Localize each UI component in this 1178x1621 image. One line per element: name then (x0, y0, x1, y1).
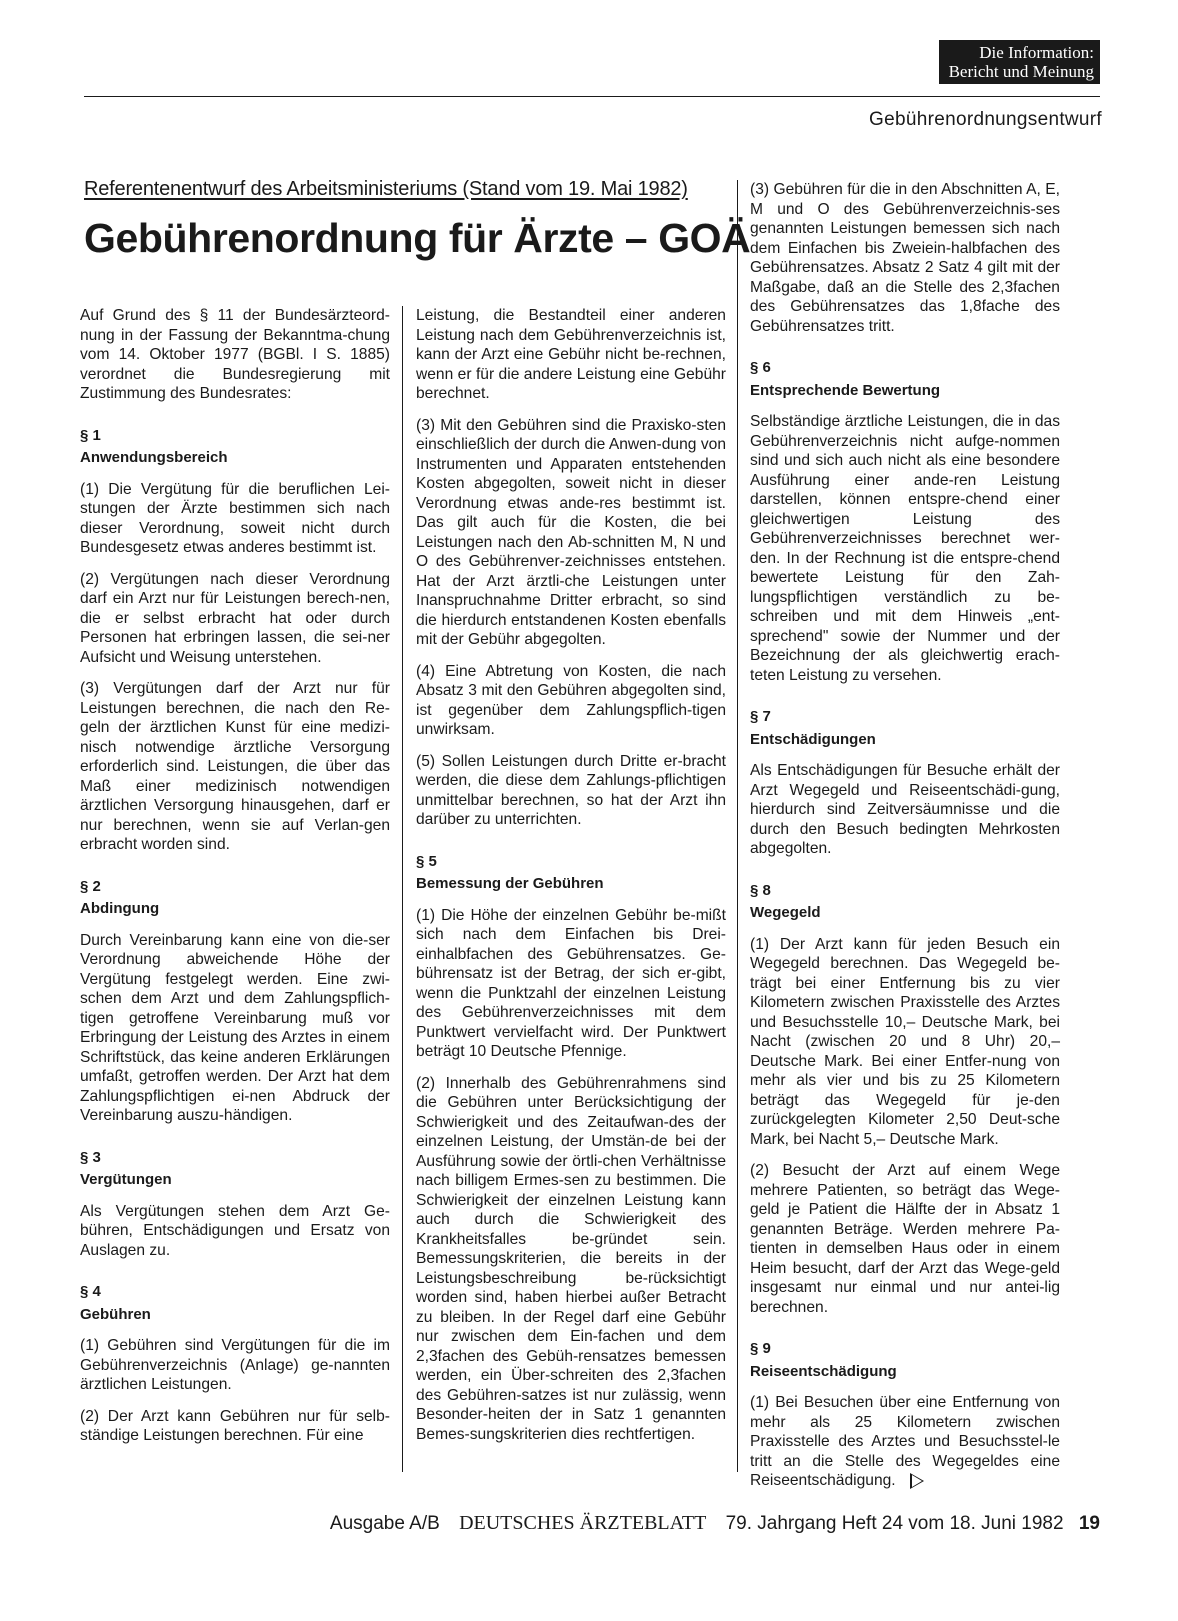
paragraph: Durch Vereinbarung kann eine von die-ser Verordnung abweichende Höhe der Vergütung festgelegt werden. Eine zwi-schen dem Arzt und dem Zahlungspflich-tigen getroffene Vereinbarung muß vor Erbringung der Leistung des Arztes in einem Schriftstück, das keine anderen Erklärungen umfaßt, getroffen werden. Der Arzt hat dem Zahlungspflichtigen ei-nen Abdruck der Vereinbarung auszu-händigen. (80, 931, 390, 1124)
department-badge (939, 40, 1100, 84)
section-title: Entschädigungen (750, 730, 876, 748)
paragraph: Leistung, die Bestandteil einer anderen Leistung nach dem Gebührenverzeichnis ist, kann der Arzt eine Gebühr nicht be-rechnen, wenn er für die andere Leistung eine Gebühr berechnet. (416, 307, 726, 402)
section-title: Gebühren (80, 1305, 151, 1323)
paragraph: (1) Die Vergütung für die beruflichen Lei-stungen der Ärzte bestimmen sich nach dieser Verordnung, soweit nicht durch Bundesgesetz etwas anderes bestimmt ist. (80, 480, 390, 556)
section-title: Vergütungen (80, 1171, 172, 1188)
section-number: § 2 (80, 877, 101, 895)
journal-name: DEUTSCHES ÄRZTEBLATT (459, 1512, 707, 1534)
paragraph: (2) Der Arzt kann Gebühren nur für selb-ständige Leistungen berechnen. Für eine (80, 1407, 390, 1444)
kicker: Referentenentwurf des Arbeitsministeriums (Stand vom 19. Mai 1982) (84, 178, 688, 200)
column-3 (750, 180, 1060, 1503)
intro-paragraph: Auf Grund des § 11 der Bundesärzteord-nung in der Fassung der Bekanntma-chung vom 14. Oktober 1977 (BGBl. I S. 1885) verordnet die Bundesregierung mit Zustimmung des Bundesrates: (80, 307, 390, 402)
paragraph: (1) Gebühren sind Vergütungen für die im Gebührenverzeichnis (Anlage) ge-nannten ärztlichen Leistungen. (80, 1337, 390, 1393)
paragraph: (1) Die Höhe der einzelnen Gebühr be-mißt sich nach dem Einfachen bis Drei-einhalbfachen des Gebührensatzes. Ge-bührensatz ist der Betrag, der sich er-gibt, wenn die Punktzahl der einzelnen Leistung des Gebührenverzeichnisses mit dem Punktwert vervielfacht wird. Der Punktwert beträgt 10 Deutsche Pfennige. (416, 906, 726, 1060)
paragraph: (2) Besucht der Arzt auf einem Wege mehrere Patienten, so beträgt das Wege-geld je Patient die Hälfte der in Absatz 1 genannten Beträge. Werden mehrere Pa-tienten in demselben Haus oder in einem Heim besucht, darf der Arzt das Wege-geld insgesamt nur einmal und nur antei-lig berechnen. (750, 1162, 1060, 1316)
paragraph: Selbständige ärztliche Leistungen, die in das Gebührenverzeichnis nicht aufge-nommen sind und sich auch nicht als eine besondere Ausführung einer ande-ren Leistung darstellen, können entspre-chend einer gleichwertigen Leistung des Gebührenverzeichnisses berechnet wer-den. In der Rechnung ist die entspre-chend bewertete Leistung für den Zah-lungspflichtigen verständlich zu be-schreiben und mit dem Hinweis „ent-sprechend" sowie der Nummer und der Bezeichnung der als gleichwertig erach-teten Leistung zu versehen. (750, 413, 1060, 684)
section-number: § 9 (750, 1340, 771, 1357)
section-number: § 6 (750, 359, 771, 376)
paragraph: (2) Innerhalb des Gebührenrahmens sind die Gebühren unter Berücksichtigung der Schwierigkeit und des Zeitaufwan-des der einzelnen Leistung, der Umstän-de bei der Ausführung sowie der örtli-chen Verhältnisse nach billigem Ermes-sen zu bestimmen. Die Schwierigkeit der einzelnen Leistung kann auch durch die Schwierigkeit des Krankheitsfalles be-gründet sein. Bemessungskriterien, die bereits in der Leistungsbeschreibung be-rücksichtigt worden sind, haben hierbei außer Betracht zu bleiben. In der Regel darf eine Gebühr nur zwischen dem Ein-fachen und dem 2,3fachen des Gebüh-rensatzes bemessen werden, ein Über-schreiten des 2,3fachen des Gebühren-satzes ist nur zulässig, wenn Besonder-heiten der in Satz 1 genannten Bemes-sungskriterien dies rechtfertigen. (416, 1074, 726, 1443)
column-divider-1 (402, 306, 403, 1472)
section-number: § 1 (80, 426, 101, 444)
paragraph: (4) Eine Abtretung von Kosten, die nach Absatz 3 mit den Gebühren abgegolten sind, ist gegenüber dem Zahlungspflich-tigen unwirksam. (416, 662, 726, 738)
article-title: Gebührenordnung für Ärzte – GOÄ (84, 215, 751, 261)
section-title: Wegegeld (750, 904, 821, 921)
section-title: Reiseentschädigung (750, 1362, 897, 1380)
column-divider-2 (737, 180, 738, 1472)
page-footer (330, 1512, 1100, 1535)
edition: Ausgabe A/B (329, 1513, 440, 1534)
section-title: Bemessung der Gebühren (416, 875, 604, 892)
section-number: § 5 (416, 852, 437, 870)
badge-line-1: Die Information: (979, 43, 1094, 62)
section-title: Abdingung (80, 900, 160, 917)
column-2 (416, 306, 726, 1456)
column-1 (80, 306, 390, 1458)
section-number: § 7 (750, 708, 771, 725)
paragraph: (2) Vergütungen nach dieser Verordnung darf ein Arzt nur für Leistungen berech-nen, die er selbst erbracht hat oder durch Personen hat erbringen lassen, die sei-ner Aufsicht und Weisung unterstehen. (80, 570, 390, 666)
section-number: § 8 (750, 881, 771, 899)
section-number: § 4 (80, 1283, 101, 1300)
paragraph: Als Vergütungen stehen dem Arzt Ge-bühren, Entschädigungen und Ersatz von Auslagen zu. (80, 1202, 390, 1259)
paragraph: (3) Mit den Gebühren sind die Praxisko-sten einschließlich der durch die Anwen-dung von Instrumenten und Apparaten entstehenden Kosten abgegolten, soweit nicht in dieser Verordnung etwas ande-res bestimmt ist. Das gilt auch für die Kosten, die bei Leistungen nach den Ab-schnitten M, N und O des Gebührenver-zeichnisses entstehen. Hat der Arzt ärztli-che Leistungen unter Inanspruchnahme Dritter erbracht, so sind die hierdurch entstandenen Kosten ebenfalls mit der Gebühr abgegolten. (416, 416, 726, 648)
paragraph: (3) Vergütungen darf der Arzt nur für Leistungen berechnen, die nach den Re-geln der ärztlichen Kunst für eine medizi-nisch notwendige ärztliche Versorgung erforderlich sind. Leistungen, die über das Maß einer medizinisch notwendigen ärztlichen Versorgung hinausgehen, darf er nur berechnen, wenn sie auf Verlan-gen erbracht worden sind. (80, 680, 390, 853)
paragraph: (5) Sollen Leistungen durch Dritte er-bracht werden, die diese dem Zahlungs-pflichtigen unmittelbar berechnen, so hat der Arzt ihn darüber zu unterrichten. (416, 752, 726, 828)
article-heading (84, 178, 752, 262)
section-number: § 3 (80, 1148, 101, 1166)
continue-arrow-icon (910, 1473, 924, 1489)
header-rule (84, 96, 1100, 97)
section-title: Anwendungsbereich (80, 449, 228, 466)
paragraph: (3) Gebühren für die in den Abschnitten A, E, M und O des Gebührenverzeichnis-ses genannten Leistungen bemessen sich nach dem Einfachen bis Zweiein-halbfachen des Gebührensatzes. Absatz 2 Satz 4 gilt mit der Maßgabe, daß an die Stelle des 2,3fachen des Gebührensatzes das 1,8fache des Gebührensatzes tritt. (750, 181, 1060, 335)
paragraph: (1) Bei Besuchen über eine Entfernung von mehr als 25 Kilometern zwischen Praxisstelle des Arztes und Besuchsstel-le tritt an die Stelle des Wegegeldes eine Reiseentschädigung. (750, 1394, 1060, 1489)
paragraph: Als Entschädigungen für Besuche erhält der Arzt Wegegeld und Reiseentschädi-gung, hierdurch sind Zeitversäumnisse und die durch den Besuch bedingten Mehrkosten abgegolten. (750, 762, 1060, 857)
paragraph: (1) Der Arzt kann für jeden Besuch ein Wegegeld berechnen. Das Wegegeld be-trägt bei einer Entfernung bis zu vier Kilometern zwischen Praxisstelle des Arztes und Besuchsstelle 10,– Deutsche Mark, bei Nacht (zwischen 20 und 8 Uhr) 20,– Deutsche Mark. Bei einer Entfer-nung von mehr als vier und bis zu 25 Kilometern beträgt das Wegegeld für je-den zurückgelegten Kilometer 2,50 Deut-sche Mark, bei Nacht 5,– Deutsche Mark. (750, 935, 1060, 1148)
issue-info: 79. Jahrgang Heft 24 vom 18. Juni 1982 (725, 1513, 1064, 1534)
page-number: 19 (1078, 1513, 1100, 1534)
section-label: Gebührenordnungsentwurf (869, 109, 1102, 130)
paragraph-with-arrow (750, 1393, 1060, 1491)
badge-line-2: Bericht und Meinung (948, 62, 1094, 81)
section-title: Entsprechende Bewertung (750, 381, 941, 399)
